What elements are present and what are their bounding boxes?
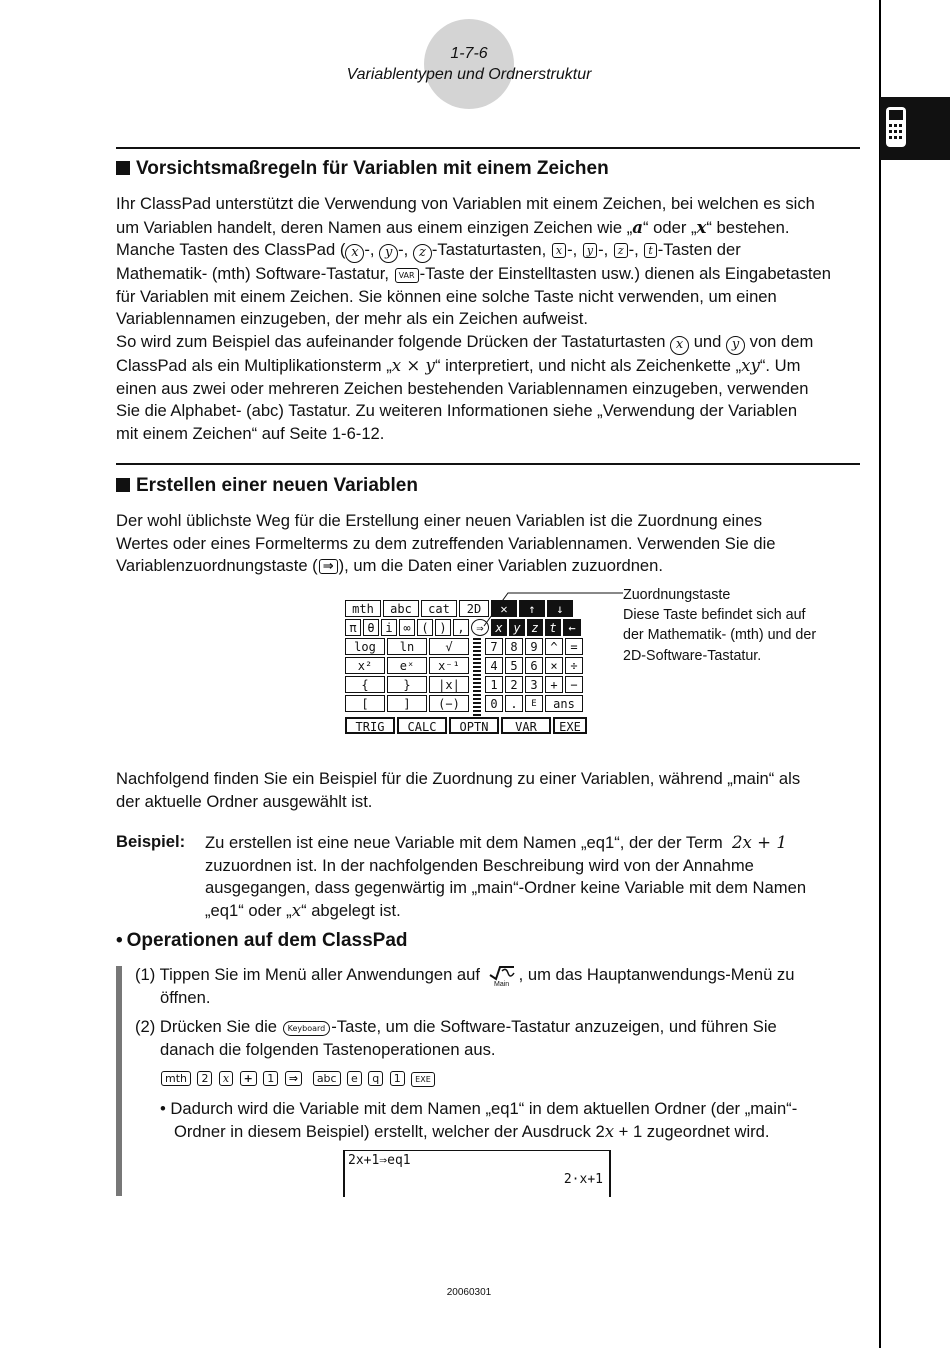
keyboard-key: x — [491, 619, 507, 636]
z-soft-key-icon: z — [614, 243, 628, 258]
t-soft-key-icon: t — [644, 243, 656, 258]
y-key-icon: y — [379, 244, 398, 263]
operations-title: • Operationen auf dem ClassPad — [116, 930, 408, 951]
z-key-icon: z — [413, 244, 432, 263]
keyboard-key: [ — [345, 695, 385, 712]
header-circle — [424, 19, 514, 109]
keyboard-key: ln — [387, 638, 427, 655]
keyboard-key: ∞ — [399, 619, 415, 636]
keyboard-key: = — [565, 638, 583, 655]
screen-input: 2x+1⇒eq1 — [348, 1153, 411, 1168]
keyboard-tab: mth — [345, 600, 381, 617]
assign-key-icon: ⇒ — [319, 559, 338, 574]
assign-key-icon: ⇒ — [285, 1071, 302, 1086]
calculator-icon — [880, 97, 950, 160]
y-soft-key-icon: y — [583, 243, 597, 258]
mth-key-icon: mth — [161, 1071, 191, 1086]
keyboard-key: . — [505, 695, 523, 712]
one-key-icon: 1 — [390, 1071, 405, 1086]
x-soft-key-icon: x — [552, 243, 566, 258]
keyboard-key: 3 — [525, 676, 543, 693]
footer-code: 20060301 — [446, 1287, 492, 1298]
keyboard-key: 2 — [505, 676, 523, 693]
keyboard-key: E — [525, 695, 543, 712]
down-key-icon: ↓ — [547, 600, 573, 617]
keyboard-tab: abc — [383, 600, 419, 617]
main-app-icon: Main — [485, 965, 519, 987]
abc-key-icon: abc — [313, 1071, 341, 1086]
keyboard-key: z — [527, 619, 543, 636]
callout-text: Zuordnungstaste Diese Taste befindet sich auf der Mathematik- (mth) und der 2D-Software-Tastatur. — [623, 587, 817, 664]
exe-key-icon: EXE — [411, 1072, 435, 1087]
plus-key-icon: + — [240, 1071, 257, 1086]
x-key-icon: x — [670, 336, 689, 355]
keyboard-key: y — [509, 619, 525, 636]
square-bullet-icon — [116, 161, 130, 175]
keyboard-key: 9 — [525, 638, 543, 655]
keyboard-key: √ — [429, 638, 469, 655]
callout-leader-line — [470, 588, 630, 638]
up-key-icon: ↑ — [519, 600, 545, 617]
x-key-icon: x — [219, 1071, 233, 1086]
page-number: 1-7-6 — [450, 45, 488, 62]
section1-title: Vorsichtsmaßregeln für Variablen mit einem Zeichen — [116, 158, 609, 180]
keyboard-key: ) — [435, 619, 451, 636]
keyboard-divider — [473, 638, 481, 716]
result-note: • Dadurch wird die Variable mit dem Namen „eq1“ in dem aktuellen Ordner (der „main“- Ordner in diesem Beispiel) erstellt, welcher der Ausdruck 2x + 1 zugeordnet wird. — [160, 1099, 798, 1141]
keyboard-tab: 2D — [459, 600, 489, 617]
keyboard-key: |x| — [429, 676, 469, 693]
one-key-icon: 1 — [263, 1071, 278, 1086]
keyboard-key: 1 — [485, 676, 503, 693]
section-rule — [116, 463, 860, 465]
keyboard-key: x⁻¹ — [429, 657, 469, 674]
keyboard-key: 8 — [505, 638, 523, 655]
keyboard-key: 7 — [485, 638, 503, 655]
keyboard-key: VAR — [501, 717, 551, 734]
keyboard-key: ] — [387, 695, 427, 712]
keyboard-key: × — [545, 657, 563, 674]
procedure-bar — [116, 966, 122, 1196]
section1-text: Ihr ClassPad unterstützt die Verwendung von Variablen mit einem Zeichen, bei welchen es sich um Variablen handelt, deren Namen aus einem einzigen Zeichen wie „a“ oder „x“ bestehen. Manche Tasten des ClassPad ( x -, y -, z -Tastaturtasten, x -, y -, z -, t -Tasten der Mathematik- (mth) Software-Tastatur, VAR -Taste der Einstelltasten usw.) dienen als Eingabetasten für Variablen mit einem Zeichen. Sie können eine solche Taste nicht verwenden, um einen Variablennamen einzugeben, der mehr als ein Zeichen aufweist. So wird zum Beispiel das aufeinander folgende Drücken der Tastaturtasten x und y von dem ClassPad als ein Multiplikationsterm „x × y“ interpretiert, und nicht als Zeichenkette „xy“. Um einen aus zwei oder mehreren Zeichen bestehenden Variablennamen einzugeben, verwenden Sie die Alphabet- (abc) Tastatur. Zu weiteren Informationen siehe „Verwendung der Variablen mit einem Zeichen“ auf Seite 1-6-12. — [116, 194, 831, 443]
keyboard-key: CALC — [397, 717, 447, 734]
keyboard-key: t — [545, 619, 561, 636]
keyboard-tab: cat — [421, 600, 457, 617]
key-sequence — [160, 1070, 436, 1088]
keyboard-key: ^ — [545, 638, 563, 655]
keyboard-key: 0 — [485, 695, 503, 712]
keyboard-key: } — [387, 676, 427, 693]
two-key-icon: 2 — [197, 1071, 212, 1086]
q-key-icon: q — [368, 1071, 383, 1086]
keyboard-key: TRIG — [345, 717, 395, 734]
keyboard-key: log — [345, 638, 385, 655]
margin-line — [879, 0, 881, 1348]
calculator-tab — [880, 97, 950, 160]
assign-key: ⇒ — [471, 619, 489, 636]
step-2: (2) Drücken Sie die Keyboard -Taste, um die Software-Tastatur anzuzeigen, und führen Sie danach die folgenden Tastenoperationen aus. — [135, 1017, 777, 1059]
section-rule — [116, 147, 860, 149]
intro-paragraph: Nachfolgend finden Sie ein Beispiel für die Zuordnung zu einer Variablen, während „main“ als der aktuelle Ordner ausgewählt ist. — [116, 769, 801, 811]
keyboard-key: x² — [345, 657, 385, 674]
x-key-icon: x — [345, 244, 364, 263]
keyboard-key: i — [381, 619, 397, 636]
keyboard-key: (−) — [429, 695, 469, 712]
calculator-screen — [343, 1150, 611, 1197]
e-key-icon: e — [347, 1071, 362, 1086]
keyboard-key: 6 — [525, 657, 543, 674]
keyboard-key-icon: Keyboard — [283, 1021, 331, 1036]
keyboard-key: − — [565, 676, 583, 693]
backspace-key: ← — [563, 619, 581, 636]
keyboard-key: ans — [545, 695, 583, 712]
close-key-icon: ✕ — [491, 600, 517, 617]
section2-title: Erstellen einer neuen Variablen — [116, 475, 418, 497]
square-bullet-icon — [116, 478, 130, 492]
keyboard-key: 4 — [485, 657, 503, 674]
keyboard-key: { — [345, 676, 385, 693]
step-1: (1) Tippen Sie im Menü aller Anwendungen auf Main, um das Hauptanwendungs-Menü zu öffnen. — [135, 965, 795, 1007]
keyboard-key: θ — [363, 619, 379, 636]
screen-result: 2·x+1 — [563, 1172, 603, 1187]
keyboard-key: 5 — [505, 657, 523, 674]
var-key-icon: VAR — [395, 268, 419, 283]
example-label: Beispiel: — [116, 832, 186, 851]
keyboard-key: + — [545, 676, 563, 693]
example-text: Zu erstellen ist eine neue Variable mit dem Namen „eq1“, der der Term 2x + 1 zuzuordnen ist. In der nachfolgenden Beschreibung wird von der Annahme ausgegangen, dass gegenwärtig im „main“-Ordner keine Variable mit dem Namen „eq1“ oder „x“ abgelegt ist. — [205, 833, 807, 920]
y-key-icon: y — [726, 336, 745, 355]
keyboard-key: , — [453, 619, 469, 636]
chapter-title: Variablentypen und Ordnerstruktur — [346, 66, 592, 83]
keyboard-key: ( — [417, 619, 433, 636]
keyboard-key: eˣ — [387, 657, 427, 674]
section2-text: Der wohl üblichste Weg für die Erstellung einer neuen Variablen ist die Zuordnung eines Wertes oder eines Formelterms zu dem zutreffenden Variablennamen. Verwenden Sie die Variablenzuordnungstaste ( ⇒ ), um die Daten einer Variablen zuzuordnen. — [116, 511, 776, 576]
keyboard-key: EXE — [553, 717, 587, 734]
keyboard-key: OPTN — [449, 717, 499, 734]
keyboard-key: ÷ — [565, 657, 583, 674]
keyboard-key: π — [345, 619, 361, 636]
